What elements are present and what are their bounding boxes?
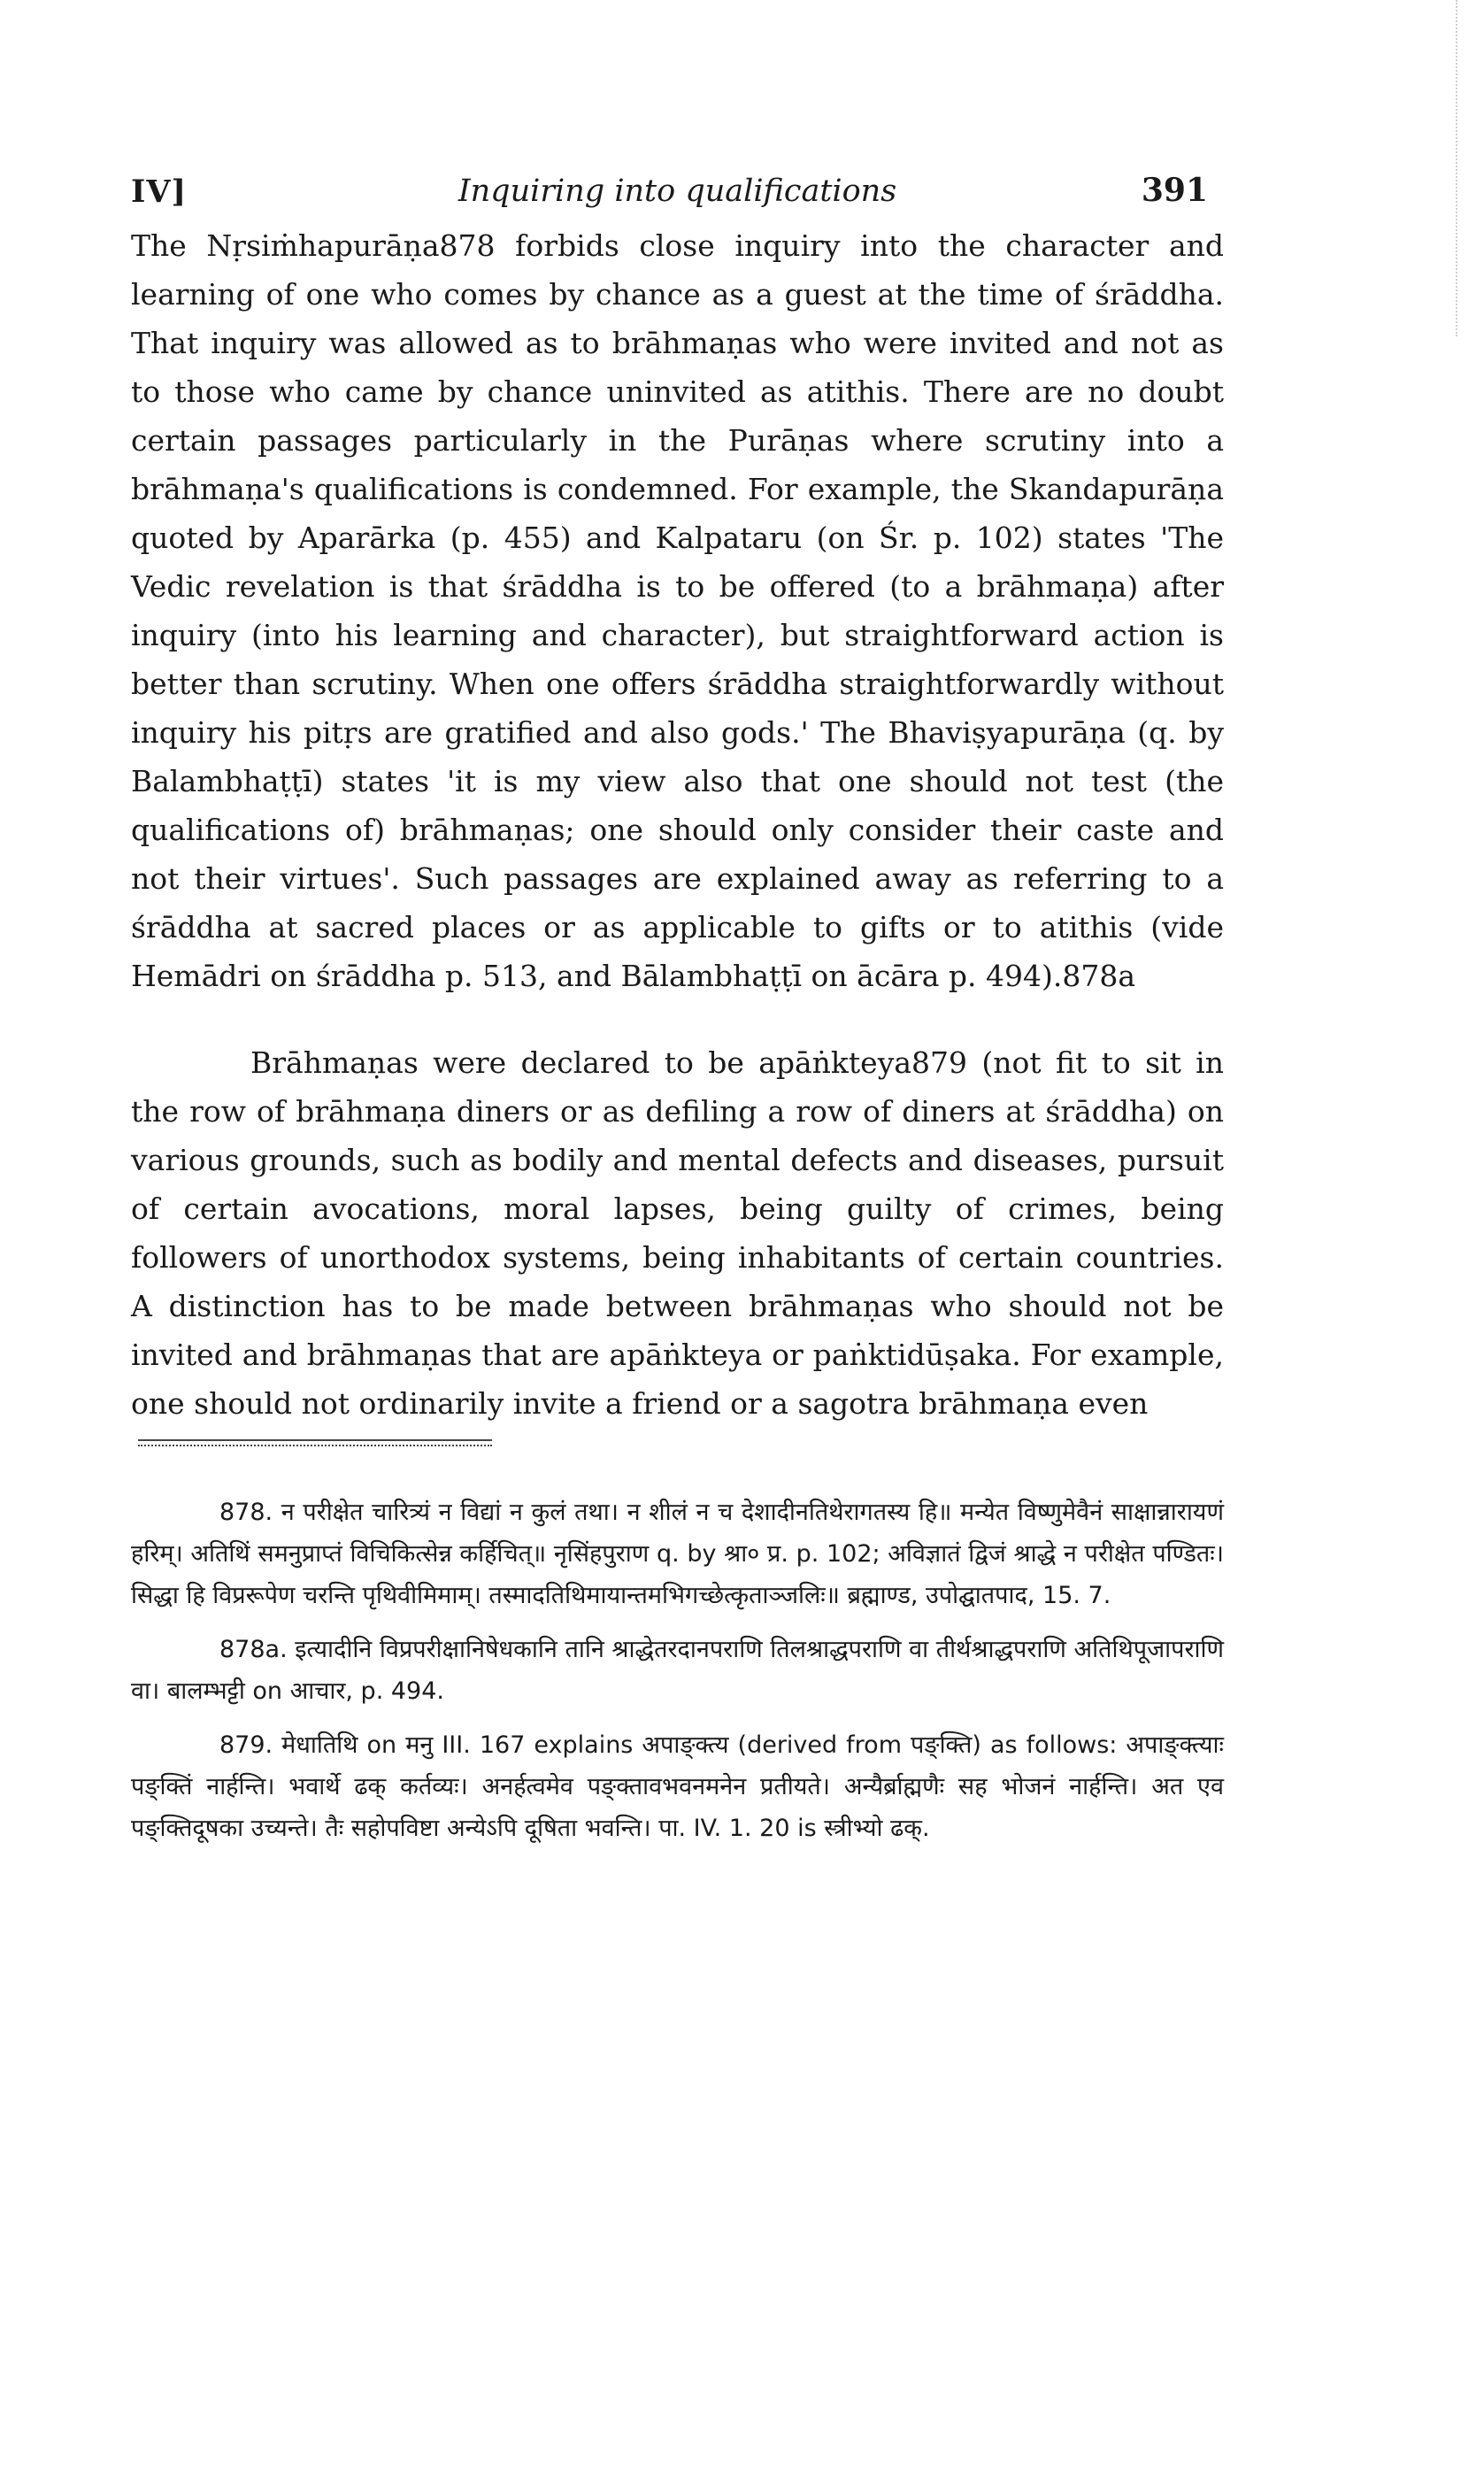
paragraph-nrsimhapurana: The Nṛsiṁhapurāṇa878 forbids close inquiry into the character and learning of one who comes by chance as a guest at the time of śrāddha. That inquiry was allowed as to brāhmaṇas who were invited and not as to those who came by chance uninvited as atithis. There are no doubt certain passages particularly in the Purāṇas where scrutiny into a brāhmaṇa's qualifications is condemned. For example, the Skandapurāṇa quoted by Aparārka (p. 455) and Kalpataru (on Śr. p. 102) states 'The Vedic revelation is that śrāddha is to be offered (to a brāhmaṇa) after inquiry (into his learning and character), but straightforward action is better than scrutiny. When one offers śrāddha straightforwardly without inquiry his pitṛs are gratified and also gods.' The Bhaviṣyapurāṇa (q. by Balambhaṭṭī) states 'it is my view also that one should not test (the qualifications of) brāhmaṇas; one should only consider their caste and not their virtues'. Such passages are explained away as referring to a śrāddha at sacred places or as applicable to gifts or to atithis (vide Hemādri on śrāddha p. 513, and Bālambhaṭṭī on ācāra p. 494).878a: [131, 228, 1224, 993]
page-edge-mark: [1455, 0, 1457, 336]
footnote-878: 878. न परीक्षेत चारित्र्यं न विद्यां न कुलं तथा। न शीलं न च देशादीनतिथेरागतस्य हि॥ मन्येत विष्णुमेवैनं साक्षान्नारायणं हरिम्। अतिथिं समनुप्राप्तं विचिकित्सेन्न कर्हिचित्॥ नृसिंहपुराण q. by श्रा० प्र. p. 102; अविज्ञातं द्विजं श्राद्धे न परीक्षेत पण्डितः। सिद्धा हि विप्ररूपेण चरन्ति पृथिवीमिमाम्। तस्मादतिथिमायान्तमभिगच्छेत्कृताञ्जलिः॥ ब्रह्माण्ड, उपोद्घातपाद, 15. 7.: [131, 1499, 1224, 1609]
paragraph-apankteya: Brāhmaṇas were declared to be apāṅkteya879 (not fit to sit in the row of brāhmaṇa diners or as defiling a row of diners at śrāddha) on various grounds, such as bodily and mental defects and diseases, pursuit of certain avocations, moral lapses, being guilty of crimes, being followers of unorthodox systems, being inhabitants of certain countries. A distinction has to be made between brāhmaṇas who should not be invited and brāhmaṇas that are apāṅkteya or paṅktidūṣaka. For example, one should not ordinarily invite a friend or a sagotra brāhmaṇa even: [131, 1045, 1224, 1421]
footnote-separator: [138, 1437, 492, 1449]
footnotes: [131, 1492, 1224, 1849]
running-head: [131, 168, 1224, 221]
footnote-878a: 878a. इत्यादीनि विप्रपरीक्षानिषेधकानि तानि श्राद्धेतरदानपराणि तिलश्राद्धपराणि वा तीर्थश्राद्धपराणि अतिथिपूजापराणि वा। बालम्भट्टी on आचार, p. 494.: [131, 1636, 1225, 1705]
chapter-marker: IV]: [131, 173, 188, 210]
running-title: Inquiring into qualifications: [458, 173, 897, 209]
page-number: 391: [1141, 172, 1208, 209]
footnote-879: 879. मेधातिथि on मनु III. 167 explains अपाङ्क्त्य (derived from पङ्क्ति) as follows: अपाङ्क्त्याः पङ्क्तिं नार्हन्ति। भवार्थे ढक् कर्तव्यः। अनर्हत्वमेव पङ्क्तावभवनमनेन प्रतीयते। अन्यैर्ब्राह्मणैः सह भोजनं नार्हन्ति। अत एव पङ्क्तिदूषका उच्यन्ते। तैः सहोपविष्टा अन्येऽपि दूषिता भवन्ति। पा. IV. 1. 20 is स्त्रीभ्यो ढक्.: [131, 1731, 1224, 1842]
main-text: [131, 221, 1224, 1428]
page-content: [131, 168, 1224, 1849]
